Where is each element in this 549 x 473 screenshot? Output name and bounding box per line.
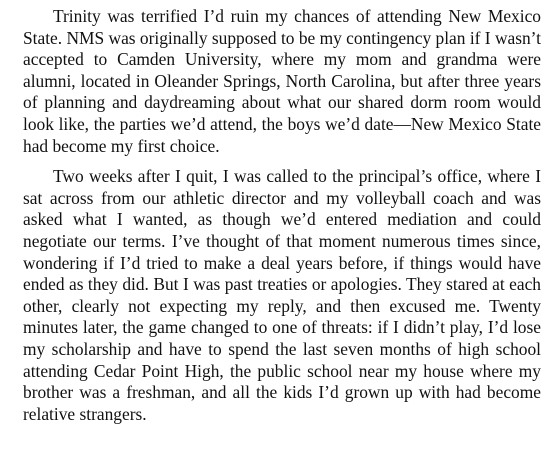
paragraph-1: Trinity was terrified I’d ruin my chances of attending New Mexico State. NMS was originally supposed to be my contingency plan if I wasn’t accepted to Camden University, where my mom and grandma were alumni, located in Oleander Springs, North Carolina, but after three years of planning and daydreaming about what our shared dorm room would look like, the parties we’d attend, the boys we’d date—New Mexico State had become my first choice.: [23, 6, 541, 156]
paragraph-2: Two weeks after I quit, I was called to the principal’s office, where I sat across from our athletic director and my volleyball coach and was asked what I wanted, as though we’d entered mediation and could negotiate our terms. I’ve thought of that moment numerous times since, wondering if I’d tried to make a deal years before, if things would have ended as they did. But I was past treaties or apologies. They stared at each other, clearly not expecting my reply, and then excused me. Twenty minutes later, the game changed to one of threats: if I didn’t play, I’d lose my scholarship and have to spend the last seven months of high school attending Cedar Point High, the public school near my house where my brother was a freshman, and all the kids I’d grown up with had become relative strangers.: [23, 166, 541, 424]
